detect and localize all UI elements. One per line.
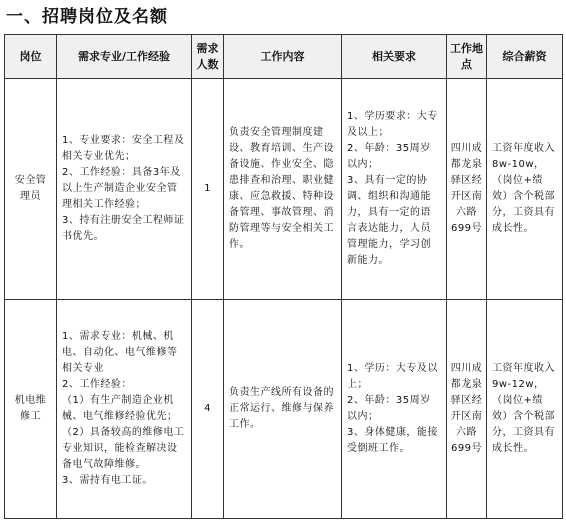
cell-salary: 工资年度收入9w-12w，（岗位+绩效）含个税部分，工资具有成长性。 <box>487 300 563 519</box>
experience-line: （1）有生产制造企业机械、电气维修经验优先； <box>62 395 178 422</box>
requirement-line: 3、身体健康，能接受倒班工作。 <box>347 427 438 454</box>
table-header-row <box>5 35 563 79</box>
cell-location: 四川成都龙泉驿区经开区南六路699号 <box>447 300 487 519</box>
cell-duties: 负责生产线所有设备的正常运行、维修与保养工作。 <box>224 300 342 519</box>
experience-line: 2、工作经验： <box>62 379 132 390</box>
requirement-line: 1、学历要求：大专及以上； <box>347 111 438 138</box>
header-requirements: 相关要求 <box>342 35 447 79</box>
cell-duties: 负责安全管理制度建设、教育培训、生产设备设施、作业安全、隐患排查和治理、职业健康、应急救援、特种设备管理、事故管理、消防管理等与安全相关工作。 <box>224 79 342 300</box>
requirement-line: 1、学历：大专及以上； <box>347 363 438 390</box>
cell-location: 四川成都龙泉驿区经开区南六路699号 <box>447 79 487 300</box>
cell-position: 安全管理员 <box>5 79 57 300</box>
requirement-line: 2、年龄：35周岁以内； <box>347 395 431 422</box>
header-salary: 综合薪资 <box>487 35 563 79</box>
header-location: 工作地点 <box>447 35 487 79</box>
header-headcount: 需求人数 <box>192 35 224 79</box>
table-row <box>5 79 563 300</box>
header-major-experience: 需求专业/工作经验 <box>57 35 192 79</box>
cell-major-experience <box>57 300 192 519</box>
experience-line: 3、持有注册安全工程师证书优先。 <box>62 215 185 242</box>
section-heading: 一、招聘岗位及名额 <box>6 7 168 27</box>
header-duties: 工作内容 <box>224 35 342 79</box>
cell-major-experience <box>57 79 192 300</box>
experience-line: （2）具备较高的维修电工专业知识，能检查解决设备电气故障维修。 <box>62 427 185 470</box>
cell-requirements <box>342 300 447 519</box>
cell-position: 机电维修工 <box>5 300 57 519</box>
requirement-line: 2、年龄：35周岁以内； <box>347 143 431 170</box>
recruitment-table <box>4 34 563 519</box>
table-row <box>5 300 563 519</box>
cell-headcount: 1 <box>192 79 224 300</box>
cell-headcount: 4 <box>192 300 224 519</box>
cell-requirements <box>342 79 447 300</box>
header-position: 岗位 <box>5 35 57 79</box>
requirement-line: 3、具有一定的协调、组织和沟通能力，具有一定的语言表达能力，人员管理能力，学习创新能力。 <box>347 175 431 266</box>
experience-line: 3、需持有电工证。 <box>62 475 153 486</box>
experience-line: 1、专业要求：安全工程及相关专业优先； <box>62 135 185 162</box>
experience-line: 1、需求专业：机械、机电、自动化、电气维修等相关专业 <box>62 331 178 374</box>
experience-line: 2、工作经验：具备3年及以上生产制造企业安全管理相关工作经验； <box>62 167 181 210</box>
cell-salary: 工资年度收入8w-10w，（岗位+绩效）含个税部分，工资具有成长性。 <box>487 79 563 300</box>
